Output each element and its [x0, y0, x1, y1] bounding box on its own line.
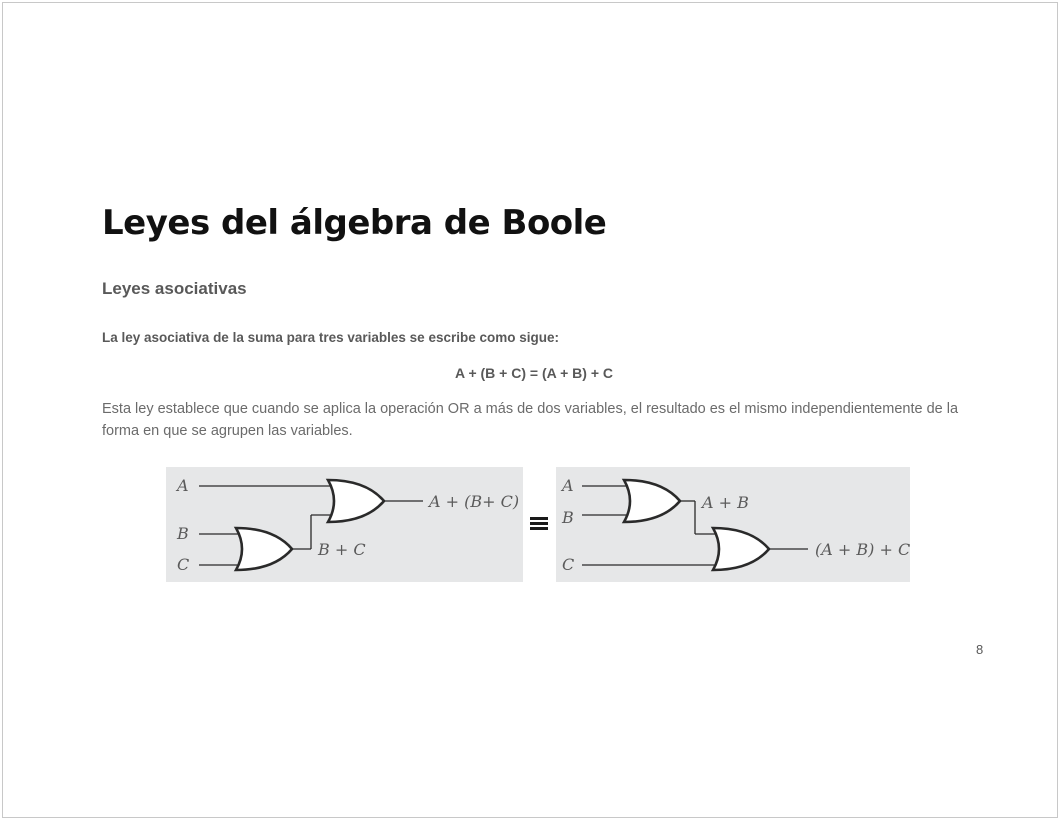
output-label: (A + B) + C [815, 540, 910, 559]
page-number: 8 [976, 642, 984, 657]
circuit-right-svg [556, 467, 910, 582]
triple-bar-equivalence-icon [530, 517, 548, 531]
section-subtitle: Leyes asociativas [102, 279, 247, 298]
or-gate-ab [624, 480, 680, 522]
or-gate-bc [236, 528, 292, 570]
output-label: A + (B+ C) [429, 492, 520, 511]
or-gate-a-bc [328, 480, 384, 522]
body-paragraph: Esta ley establece que cuando se aplica la operación OR a más de dos variables, el resultado es el mismo independientemente de la forma en que se agrupen las variables. [102, 401, 959, 439]
intermediate-label: A + B [702, 493, 749, 512]
intro-text: La ley asociativa de la suma para tres variables se escribe como sigue: [102, 330, 559, 345]
slide [2, 2, 1058, 818]
slide-title: Leyes del álgebra de Boole [102, 203, 607, 243]
input-b-label: B [562, 508, 574, 527]
input-c-label: C [177, 555, 190, 574]
associative-formula: A + (B + C) = (A + B) + C [454, 365, 614, 381]
input-a-label: A [562, 476, 574, 495]
intermediate-label: B + C [318, 540, 366, 559]
input-b-label: B [177, 524, 189, 543]
input-c-label: C [562, 555, 575, 574]
or-gate-ab-c [713, 528, 769, 570]
circuit-diagram-left [166, 467, 523, 582]
input-a-label: A [177, 476, 189, 495]
circuit-left-svg [166, 467, 523, 582]
circuit-diagram-right [556, 467, 910, 582]
